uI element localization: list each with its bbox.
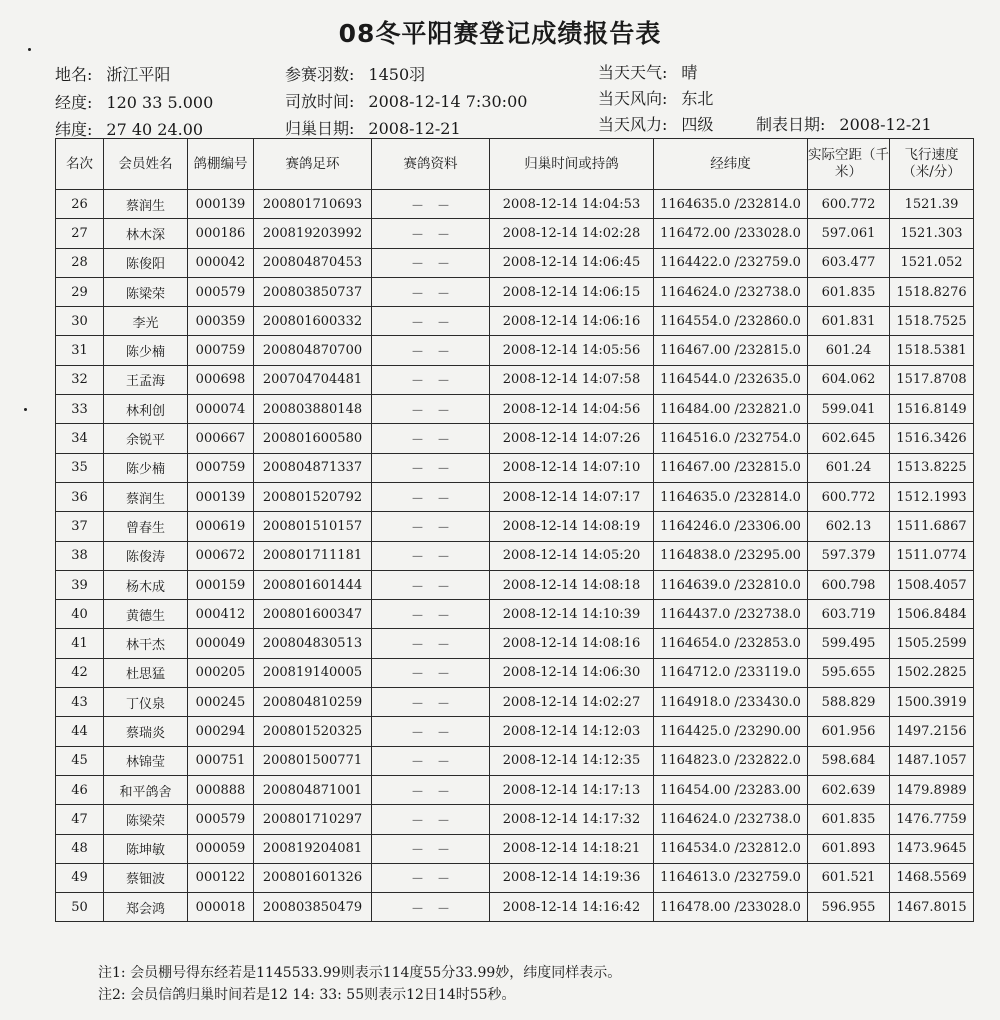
release-row bbox=[285, 89, 527, 112]
cell-ring: 200801710693 bbox=[254, 190, 372, 219]
cell-speed: 1468.5569 bbox=[890, 863, 974, 892]
cell-ring: 200819140005 bbox=[254, 658, 372, 687]
cell-speed: 1511.0774 bbox=[890, 541, 974, 570]
cell-ring: 200819204081 bbox=[254, 834, 372, 863]
cell-return-time: 2008-12-14 14:07:17 bbox=[490, 482, 654, 511]
cell-member-name: 林干杰 bbox=[104, 629, 188, 658]
cell-ring: 200801520792 bbox=[254, 482, 372, 511]
scan-speck bbox=[24, 408, 27, 411]
cell-member-name: 陈俊阳 bbox=[104, 248, 188, 277]
cell-distance: 599.495 bbox=[808, 629, 890, 658]
cell-return-time: 2008-12-14 14:07:58 bbox=[490, 365, 654, 394]
cell-member-name: 陈少楠 bbox=[104, 453, 188, 482]
note-1: 注1: 会员棚号得东经若是1145533.99则表示114度55分33.99妙，纬度同样表示。 bbox=[98, 965, 622, 981]
table-row bbox=[56, 570, 974, 599]
release-value: 2008-12-14 7:30:00 bbox=[368, 92, 528, 111]
table-row bbox=[56, 834, 974, 863]
cell-loft-number: 000139 bbox=[188, 190, 254, 219]
longitude-row bbox=[55, 90, 213, 113]
cell-pigeon-info: － － bbox=[372, 395, 490, 424]
table-row bbox=[56, 863, 974, 892]
cell-ring: 200801601444 bbox=[254, 570, 372, 599]
table-row bbox=[56, 893, 974, 922]
table-row bbox=[56, 395, 974, 424]
cell-rank: 38 bbox=[56, 541, 104, 570]
cell-loft-number: 000579 bbox=[188, 277, 254, 306]
cell-loft-number: 000059 bbox=[188, 834, 254, 863]
cell-loft-number: 000759 bbox=[188, 336, 254, 365]
made-date-label: 制表日期: bbox=[756, 115, 826, 134]
cell-member-name: 陈梁荣 bbox=[104, 277, 188, 306]
cell-pigeon-info: － － bbox=[372, 277, 490, 306]
cell-speed: 1513.8225 bbox=[890, 453, 974, 482]
cell-loft-number: 000245 bbox=[188, 688, 254, 717]
cell-distance: 597.061 bbox=[808, 219, 890, 248]
table-row bbox=[56, 717, 974, 746]
header-speed: 飞行速度（米/分） bbox=[890, 139, 974, 190]
cell-loft-number: 000049 bbox=[188, 629, 254, 658]
cell-pigeon-info: － － bbox=[372, 482, 490, 511]
table-row bbox=[56, 190, 974, 219]
cell-distance: 601.831 bbox=[808, 307, 890, 336]
table-row bbox=[56, 424, 974, 453]
header-coordinates: 经纬度 bbox=[654, 139, 808, 190]
cell-coordinates: 1164422.0 /232759.0 bbox=[654, 248, 808, 277]
cell-coordinates: 116467.00 /232815.0 bbox=[654, 336, 808, 365]
results-table-body bbox=[56, 190, 974, 922]
cell-rank: 41 bbox=[56, 629, 104, 658]
cell-return-time: 2008-12-14 14:12:35 bbox=[490, 746, 654, 775]
cell-ring: 200801510157 bbox=[254, 512, 372, 541]
cell-coordinates: 1164823.0 /232822.0 bbox=[654, 746, 808, 775]
cell-speed: 1516.8149 bbox=[890, 395, 974, 424]
cell-pigeon-info: － － bbox=[372, 863, 490, 892]
cell-member-name: 郑会鸿 bbox=[104, 893, 188, 922]
cell-member-name: 杜思猛 bbox=[104, 658, 188, 687]
birds-row bbox=[285, 62, 425, 85]
cell-rank: 44 bbox=[56, 717, 104, 746]
latitude-value: 27 40 24.00 bbox=[106, 120, 204, 139]
cell-ring: 200801600580 bbox=[254, 424, 372, 453]
location-value: 浙江平阳 bbox=[106, 65, 171, 84]
cell-rank: 42 bbox=[56, 658, 104, 687]
cell-loft-number: 000888 bbox=[188, 775, 254, 804]
cell-member-name: 丁仪泉 bbox=[104, 688, 188, 717]
weather-label: 当天天气: bbox=[598, 63, 668, 82]
cell-pigeon-info: － － bbox=[372, 512, 490, 541]
cell-speed: 1500.3919 bbox=[890, 688, 974, 717]
table-row bbox=[56, 688, 974, 717]
cell-member-name: 和平鸽舍 bbox=[104, 775, 188, 804]
cell-loft-number: 000018 bbox=[188, 893, 254, 922]
cell-distance: 601.24 bbox=[808, 453, 890, 482]
cell-coordinates: 1164712.0 /233119.0 bbox=[654, 658, 808, 687]
cell-pigeon-info: － － bbox=[372, 190, 490, 219]
cell-return-time: 2008-12-14 14:17:13 bbox=[490, 775, 654, 804]
cell-speed: 1512.1993 bbox=[890, 482, 974, 511]
cell-return-time: 2008-12-14 14:08:19 bbox=[490, 512, 654, 541]
cell-coordinates: 1164918.0 /233430.0 bbox=[654, 688, 808, 717]
cell-speed: 1518.8276 bbox=[890, 277, 974, 306]
cell-member-name: 蔡钿波 bbox=[104, 863, 188, 892]
results-table bbox=[55, 138, 974, 922]
cell-ring: 200803850479 bbox=[254, 893, 372, 922]
wind-force-row bbox=[598, 112, 713, 135]
cell-return-time: 2008-12-14 14:06:16 bbox=[490, 307, 654, 336]
cell-pigeon-info: － － bbox=[372, 658, 490, 687]
cell-loft-number: 000186 bbox=[188, 219, 254, 248]
cell-member-name: 王孟海 bbox=[104, 365, 188, 394]
cell-rank: 28 bbox=[56, 248, 104, 277]
cell-coordinates: 1164654.0 /232853.0 bbox=[654, 629, 808, 658]
cell-return-time: 2008-12-14 14:05:20 bbox=[490, 541, 654, 570]
cell-distance: 601.521 bbox=[808, 863, 890, 892]
cell-speed: 1487.1057 bbox=[890, 746, 974, 775]
header-rank: 名次 bbox=[56, 139, 104, 190]
cell-coordinates: 116478.00 /233028.0 bbox=[654, 893, 808, 922]
cell-pigeon-info: － － bbox=[372, 688, 490, 717]
cell-coordinates: 1164554.0 /232860.0 bbox=[654, 307, 808, 336]
latitude-label: 纬度: bbox=[55, 120, 93, 139]
cell-return-time: 2008-12-14 14:06:45 bbox=[490, 248, 654, 277]
latitude-row bbox=[55, 117, 203, 140]
cell-pigeon-info: － － bbox=[372, 834, 490, 863]
cell-rank: 45 bbox=[56, 746, 104, 775]
longitude-label: 经度: bbox=[55, 93, 93, 112]
table-row bbox=[56, 219, 974, 248]
cell-pigeon-info: － － bbox=[372, 453, 490, 482]
cell-ring: 200801711181 bbox=[254, 541, 372, 570]
cell-return-time: 2008-12-14 14:02:28 bbox=[490, 219, 654, 248]
cell-ring: 200801710297 bbox=[254, 805, 372, 834]
cell-rank: 43 bbox=[56, 688, 104, 717]
cell-rank: 36 bbox=[56, 482, 104, 511]
table-row bbox=[56, 453, 974, 482]
cell-rank: 26 bbox=[56, 190, 104, 219]
cell-member-name: 陈梁荣 bbox=[104, 805, 188, 834]
cell-speed: 1506.8484 bbox=[890, 600, 974, 629]
cell-speed: 1479.8989 bbox=[890, 775, 974, 804]
cell-ring: 200803850737 bbox=[254, 277, 372, 306]
cell-rank: 32 bbox=[56, 365, 104, 394]
cell-ring: 200819203992 bbox=[254, 219, 372, 248]
cell-member-name: 林木深 bbox=[104, 219, 188, 248]
cell-ring: 200804871001 bbox=[254, 775, 372, 804]
cell-return-time: 2008-12-14 14:07:10 bbox=[490, 453, 654, 482]
cell-loft-number: 000122 bbox=[188, 863, 254, 892]
note-2: 注2: 会员信鸽归巢时间若是12 14: 33: 55则表示12日14时55秒。 bbox=[98, 987, 516, 1003]
cell-return-time: 2008-12-14 14:19:36 bbox=[490, 863, 654, 892]
cell-pigeon-info: － － bbox=[372, 893, 490, 922]
cell-coordinates: 1164425.0 /23290.00 bbox=[654, 717, 808, 746]
cell-speed: 1508.4057 bbox=[890, 570, 974, 599]
cell-return-time: 2008-12-14 14:18:21 bbox=[490, 834, 654, 863]
cell-coordinates: 1164544.0 /232635.0 bbox=[654, 365, 808, 394]
cell-return-time: 2008-12-14 14:16:42 bbox=[490, 893, 654, 922]
cell-distance: 603.719 bbox=[808, 600, 890, 629]
cell-speed: 1518.5381 bbox=[890, 336, 974, 365]
cell-distance: 596.955 bbox=[808, 893, 890, 922]
cell-pigeon-info: － － bbox=[372, 307, 490, 336]
table-row bbox=[56, 541, 974, 570]
cell-distance: 601.893 bbox=[808, 834, 890, 863]
cell-loft-number: 000205 bbox=[188, 658, 254, 687]
cell-rank: 40 bbox=[56, 600, 104, 629]
table-row bbox=[56, 600, 974, 629]
cell-pigeon-info: － － bbox=[372, 336, 490, 365]
cell-coordinates: 116472.00 /233028.0 bbox=[654, 219, 808, 248]
location-row bbox=[55, 62, 170, 85]
cell-pigeon-info: － － bbox=[372, 365, 490, 394]
cell-member-name: 陈俊涛 bbox=[104, 541, 188, 570]
cell-loft-number: 000667 bbox=[188, 424, 254, 453]
cell-member-name: 林锦莹 bbox=[104, 746, 188, 775]
birds-label: 参赛羽数: bbox=[285, 65, 355, 84]
cell-loft-number: 000359 bbox=[188, 307, 254, 336]
table-row bbox=[56, 248, 974, 277]
table-row bbox=[56, 746, 974, 775]
cell-pigeon-info: － － bbox=[372, 805, 490, 834]
cell-member-name: 李光 bbox=[104, 307, 188, 336]
cell-ring: 200804830513 bbox=[254, 629, 372, 658]
cell-speed: 1521.303 bbox=[890, 219, 974, 248]
cell-ring: 200801601326 bbox=[254, 863, 372, 892]
cell-ring: 200804810259 bbox=[254, 688, 372, 717]
table-row bbox=[56, 512, 974, 541]
cell-coordinates: 1164613.0 /232759.0 bbox=[654, 863, 808, 892]
cell-coordinates: 116484.00 /232821.0 bbox=[654, 395, 808, 424]
cell-distance: 602.639 bbox=[808, 775, 890, 804]
birds-value: 1450羽 bbox=[368, 65, 426, 84]
scan-speck bbox=[28, 48, 31, 51]
cell-coordinates: 116467.00 /232815.0 bbox=[654, 453, 808, 482]
cell-return-time: 2008-12-14 14:08:18 bbox=[490, 570, 654, 599]
cell-rank: 33 bbox=[56, 395, 104, 424]
cell-speed: 1497.2156 bbox=[890, 717, 974, 746]
made-date-row bbox=[756, 112, 932, 135]
cell-return-time: 2008-12-14 14:07:26 bbox=[490, 424, 654, 453]
cell-member-name: 黄德生 bbox=[104, 600, 188, 629]
cell-member-name: 曾春生 bbox=[104, 512, 188, 541]
cell-ring: 200801500771 bbox=[254, 746, 372, 775]
cell-distance: 601.835 bbox=[808, 277, 890, 306]
cell-ring: 200801600332 bbox=[254, 307, 372, 336]
cell-return-time: 2008-12-14 14:06:30 bbox=[490, 658, 654, 687]
cell-loft-number: 000672 bbox=[188, 541, 254, 570]
wind-direction-value: 东北 bbox=[681, 89, 714, 108]
cell-ring: 200801520325 bbox=[254, 717, 372, 746]
cell-loft-number: 000139 bbox=[188, 482, 254, 511]
cell-rank: 39 bbox=[56, 570, 104, 599]
cell-return-time: 2008-12-14 14:12:03 bbox=[490, 717, 654, 746]
weather-value: 晴 bbox=[681, 63, 698, 82]
cell-member-name: 林利创 bbox=[104, 395, 188, 424]
cell-distance: 602.13 bbox=[808, 512, 890, 541]
cell-pigeon-info: － － bbox=[372, 629, 490, 658]
cell-pigeon-info: － － bbox=[372, 248, 490, 277]
cell-distance: 595.655 bbox=[808, 658, 890, 687]
cell-return-time: 2008-12-14 14:04:53 bbox=[490, 190, 654, 219]
cell-speed: 1502.2825 bbox=[890, 658, 974, 687]
cell-distance: 601.835 bbox=[808, 805, 890, 834]
table-row bbox=[56, 365, 974, 394]
cell-speed: 1467.8015 bbox=[890, 893, 974, 922]
weather-row bbox=[598, 60, 697, 83]
release-label: 司放时间: bbox=[285, 92, 355, 111]
cell-return-time: 2008-12-14 14:08:16 bbox=[490, 629, 654, 658]
cell-distance: 588.829 bbox=[808, 688, 890, 717]
cell-loft-number: 000698 bbox=[188, 365, 254, 394]
table-row bbox=[56, 336, 974, 365]
cell-loft-number: 000412 bbox=[188, 600, 254, 629]
cell-speed: 1517.8708 bbox=[890, 365, 974, 394]
cell-member-name: 蔡瑞炎 bbox=[104, 717, 188, 746]
cell-distance: 604.062 bbox=[808, 365, 890, 394]
cell-member-name: 余锐平 bbox=[104, 424, 188, 453]
cell-ring: 200804870453 bbox=[254, 248, 372, 277]
cell-speed: 1521.052 bbox=[890, 248, 974, 277]
return-date-value: 2008-12-21 bbox=[368, 119, 461, 138]
cell-rank: 30 bbox=[56, 307, 104, 336]
header-distance: 实际空距（千米） bbox=[808, 139, 890, 190]
cell-loft-number: 000159 bbox=[188, 570, 254, 599]
cell-distance: 600.772 bbox=[808, 482, 890, 511]
cell-member-name: 陈坤敏 bbox=[104, 834, 188, 863]
table-row bbox=[56, 482, 974, 511]
cell-loft-number: 000759 bbox=[188, 453, 254, 482]
cell-pigeon-info: － － bbox=[372, 219, 490, 248]
results-table-header bbox=[56, 139, 974, 190]
cell-pigeon-info: － － bbox=[372, 717, 490, 746]
cell-rank: 37 bbox=[56, 512, 104, 541]
cell-return-time: 2008-12-14 14:10:39 bbox=[490, 600, 654, 629]
cell-speed: 1476.7759 bbox=[890, 805, 974, 834]
cell-coordinates: 1164838.0 /23295.00 bbox=[654, 541, 808, 570]
cell-pigeon-info: － － bbox=[372, 570, 490, 599]
cell-rank: 31 bbox=[56, 336, 104, 365]
cell-loft-number: 000042 bbox=[188, 248, 254, 277]
cell-member-name: 蔡润生 bbox=[104, 190, 188, 219]
cell-speed: 1516.3426 bbox=[890, 424, 974, 453]
cell-coordinates: 1164246.0 /23306.00 bbox=[654, 512, 808, 541]
return-date-row bbox=[285, 116, 461, 139]
cell-loft-number: 000751 bbox=[188, 746, 254, 775]
cell-ring: 200704704481 bbox=[254, 365, 372, 394]
cell-distance: 600.772 bbox=[808, 190, 890, 219]
cell-rank: 29 bbox=[56, 277, 104, 306]
cell-return-time: 2008-12-14 14:06:15 bbox=[490, 277, 654, 306]
cell-ring: 200804871337 bbox=[254, 453, 372, 482]
cell-rank: 46 bbox=[56, 775, 104, 804]
header-member-name: 会员姓名 bbox=[104, 139, 188, 190]
cell-speed: 1521.39 bbox=[890, 190, 974, 219]
cell-distance: 598.684 bbox=[808, 746, 890, 775]
wind-force-value: 四级 bbox=[681, 115, 714, 134]
table-row bbox=[56, 775, 974, 804]
cell-pigeon-info: － － bbox=[372, 424, 490, 453]
header-loft-number: 鸽棚编号 bbox=[188, 139, 254, 190]
cell-coordinates: 1164639.0 /232810.0 bbox=[654, 570, 808, 599]
cell-distance: 599.041 bbox=[808, 395, 890, 424]
cell-coordinates: 1164635.0 /232814.0 bbox=[654, 190, 808, 219]
cell-return-time: 2008-12-14 14:05:56 bbox=[490, 336, 654, 365]
cell-coordinates: 1164437.0 /232738.0 bbox=[654, 600, 808, 629]
cell-rank: 47 bbox=[56, 805, 104, 834]
cell-distance: 600.798 bbox=[808, 570, 890, 599]
cell-loft-number: 000074 bbox=[188, 395, 254, 424]
cell-speed: 1505.2599 bbox=[890, 629, 974, 658]
table-row bbox=[56, 805, 974, 834]
cell-coordinates: 116454.00 /23283.00 bbox=[654, 775, 808, 804]
cell-member-name: 蔡润生 bbox=[104, 482, 188, 511]
cell-loft-number: 000579 bbox=[188, 805, 254, 834]
table-row bbox=[56, 629, 974, 658]
cell-distance: 603.477 bbox=[808, 248, 890, 277]
page-title: 08冬平阳赛登记成绩报告表 bbox=[338, 19, 662, 48]
cell-distance: 602.645 bbox=[808, 424, 890, 453]
cell-return-time: 2008-12-14 14:04:56 bbox=[490, 395, 654, 424]
cell-rank: 48 bbox=[56, 834, 104, 863]
cell-ring: 200801600347 bbox=[254, 600, 372, 629]
cell-coordinates: 1164635.0 /232814.0 bbox=[654, 482, 808, 511]
cell-rank: 35 bbox=[56, 453, 104, 482]
cell-ring: 200804870700 bbox=[254, 336, 372, 365]
location-label: 地名: bbox=[55, 65, 93, 84]
cell-distance: 597.379 bbox=[808, 541, 890, 570]
table-row bbox=[56, 658, 974, 687]
cell-distance: 601.956 bbox=[808, 717, 890, 746]
cell-rank: 34 bbox=[56, 424, 104, 453]
table-row bbox=[56, 277, 974, 306]
cell-rank: 27 bbox=[56, 219, 104, 248]
return-date-label: 归巢日期: bbox=[285, 119, 355, 138]
header-pigeon-info: 赛鸽资料 bbox=[372, 139, 490, 190]
wind-direction-row bbox=[598, 86, 713, 109]
cell-loft-number: 000619 bbox=[188, 512, 254, 541]
cell-loft-number: 000294 bbox=[188, 717, 254, 746]
cell-pigeon-info: － － bbox=[372, 541, 490, 570]
made-date-value: 2008-12-21 bbox=[839, 115, 932, 134]
cell-coordinates: 1164624.0 /232738.0 bbox=[654, 277, 808, 306]
cell-ring: 200803880148 bbox=[254, 395, 372, 424]
cell-speed: 1473.9645 bbox=[890, 834, 974, 863]
header-ring: 赛鸽足环 bbox=[254, 139, 372, 190]
cell-pigeon-info: － － bbox=[372, 746, 490, 775]
cell-pigeon-info: － － bbox=[372, 600, 490, 629]
table-row bbox=[56, 307, 974, 336]
cell-distance: 601.24 bbox=[808, 336, 890, 365]
cell-coordinates: 1164534.0 /232812.0 bbox=[654, 834, 808, 863]
wind-force-label: 当天风力: bbox=[598, 115, 668, 134]
wind-direction-label: 当天风向: bbox=[598, 89, 668, 108]
cell-rank: 49 bbox=[56, 863, 104, 892]
cell-pigeon-info: － － bbox=[372, 775, 490, 804]
cell-coordinates: 1164624.0 /232738.0 bbox=[654, 805, 808, 834]
cell-return-time: 2008-12-14 14:17:32 bbox=[490, 805, 654, 834]
cell-member-name: 杨木成 bbox=[104, 570, 188, 599]
cell-member-name: 陈少楠 bbox=[104, 336, 188, 365]
longitude-value: 120 33 5.000 bbox=[106, 93, 214, 112]
cell-coordinates: 1164516.0 /232754.0 bbox=[654, 424, 808, 453]
cell-rank: 50 bbox=[56, 893, 104, 922]
header-return-time: 归巢时间或持鸽 bbox=[490, 139, 654, 190]
cell-speed: 1511.6867 bbox=[890, 512, 974, 541]
cell-speed: 1518.7525 bbox=[890, 307, 974, 336]
cell-return-time: 2008-12-14 14:02:27 bbox=[490, 688, 654, 717]
